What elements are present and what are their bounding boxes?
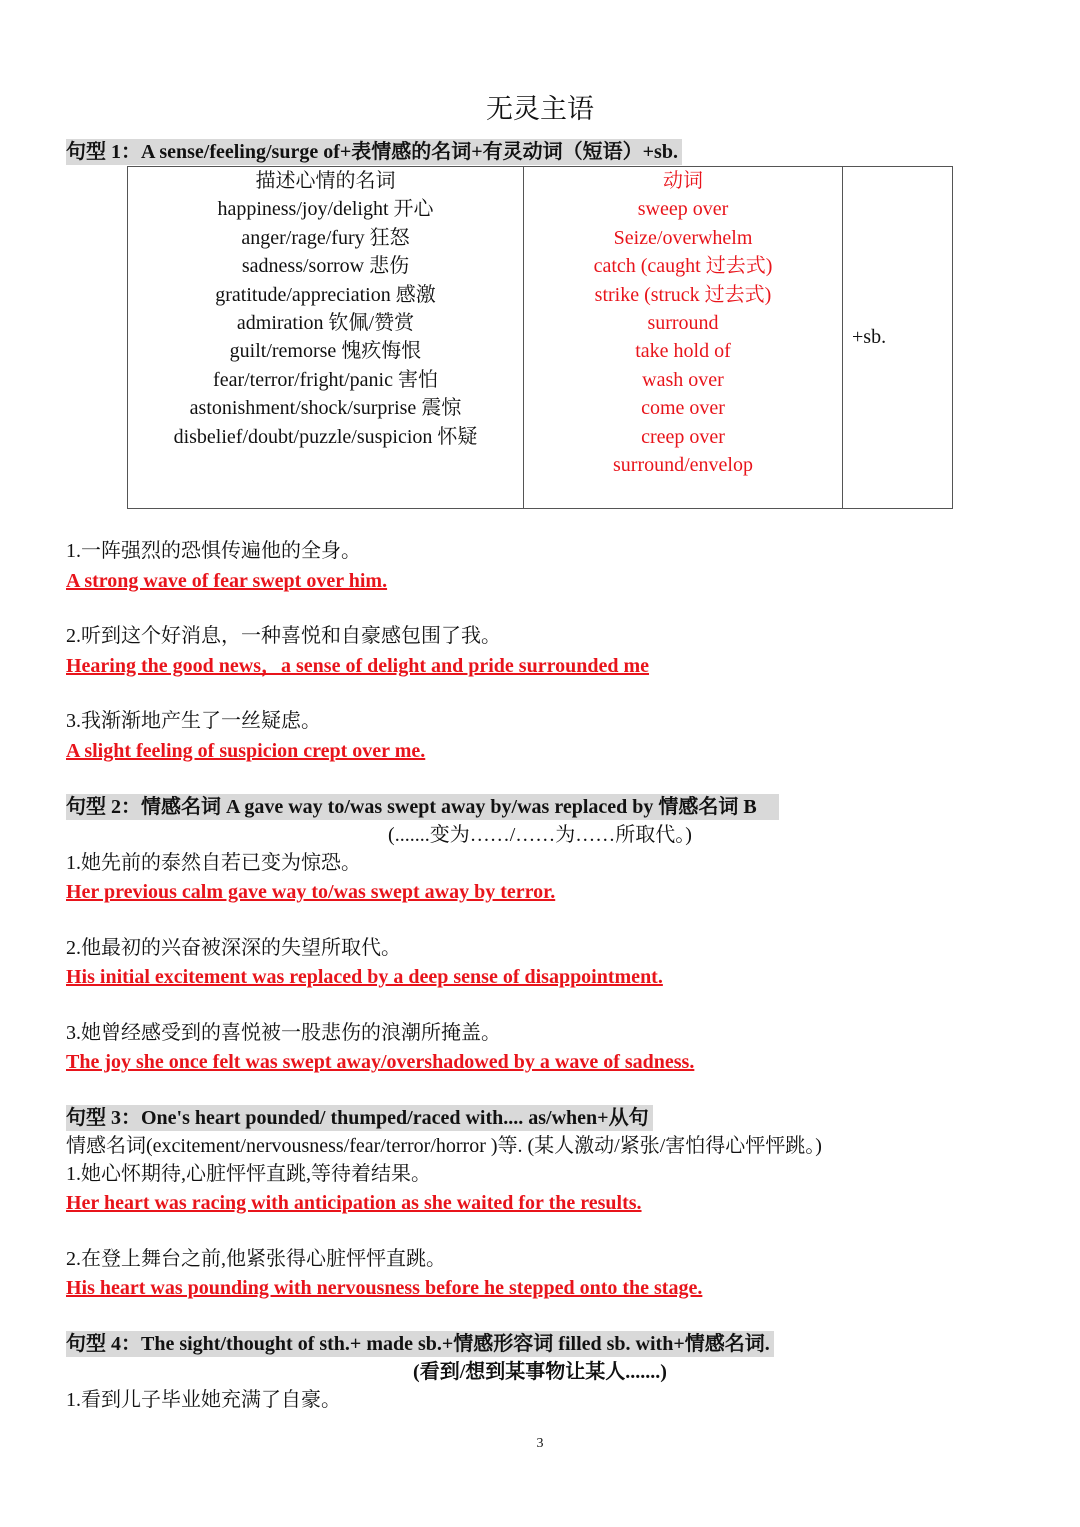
verb-item: catch (caught 过去式) (593, 255, 773, 278)
noun-item: guilt/remorse 愧疚悔恨 (229, 340, 422, 363)
verb-item: strike (struck 过去式) (594, 283, 772, 306)
example-cn: 1.她先前的泰然自若已变为惊恐。 (66, 852, 361, 874)
page-title: 无灵主语 (486, 94, 594, 124)
pattern3-heading: 句型 3：One's heart pounded/ thumped/raced with.... as/when+从句 (66, 1105, 653, 1131)
noun-column (128, 167, 524, 509)
noun-item: admiration 钦佩/赞赏 (236, 311, 415, 334)
verb-item: sweep over (637, 198, 729, 221)
example-en: Her heart was racing with anticipation as she waited for the results. (66, 1192, 642, 1214)
pattern2-heading: 句型 2：情感名词 A gave way to/was swept away by/was replaced by 情感名词 B (66, 794, 779, 820)
example-en: His heart was pounding with nervousness before he stepped onto the stage. (66, 1277, 703, 1299)
verb-header: 动词 (663, 170, 703, 192)
example-cn: 1.她心怀期待,心脏怦怦直跳,等待着结果。 (66, 1163, 431, 1185)
verb-item: come over (641, 397, 725, 420)
verb-item: surround/envelop (613, 453, 753, 476)
example-cn: 3.我渐渐地产生了一丝疑虑。 (66, 710, 321, 732)
noun-item: astonishment/shock/surprise 震惊 (189, 397, 462, 420)
pattern1-table (127, 166, 953, 509)
example-en: Hearing the good news，a sense of delight and pride surrounded me (66, 655, 650, 677)
example-cn: 2.他最初的兴奋被深深的失望所取代。 (66, 937, 401, 959)
noun-item: fear/terror/fright/panic 害怕 (213, 368, 438, 391)
example-cn: 1.一阵强烈的恐惧传遍他的全身。 (66, 540, 361, 562)
noun-item: disbelief/doubt/puzzle/suspicion 怀疑 (173, 425, 478, 448)
noun-header: 描述心情的名词 (255, 170, 396, 192)
noun-item: sadness/sorrow 悲伤 (241, 255, 410, 278)
example-cn: 2.在登上舞台之前,他紧张得心脏怦怦直跳。 (66, 1248, 446, 1270)
example-en: The joy she once felt was swept away/overshadowed by a wave of sadness. (66, 1051, 695, 1073)
page-number: 3 (536, 1436, 544, 1451)
noun-item: anger/rage/fury 狂怒 (241, 226, 410, 249)
pattern4-note: (看到/想到某事物让某人.......) (413, 1361, 667, 1383)
pattern3-note: 情感名词(excitement/nervousness/fear/terror/horror )等. (某人激动/紧张/害怕得心怦怦跳。) (66, 1135, 822, 1157)
verb-item: surround (647, 311, 719, 334)
verb-item: wash over (642, 368, 724, 391)
pattern1-heading: 句型 1：A sense/feeling/surge of+表情感的名词+有灵动词（短语）+sb. (66, 139, 682, 165)
noun-item: happiness/joy/delight 开心 (217, 198, 434, 221)
example-cn: 2.听到这个好消息，一种喜悦和自豪感包围了我。 (66, 625, 501, 647)
verb-column (524, 167, 843, 509)
example-cn: 1.看到儿子毕业她充满了自豪。 (66, 1389, 341, 1411)
pattern2-note: (.......变为……/……为……所取代。) (388, 824, 692, 846)
example-en: Her previous calm gave way to/was swept away by terror. (66, 881, 556, 903)
verb-item: take hold of (635, 340, 731, 363)
pattern4-heading: 句型 4：The sight/thought of sth.+ made sb.+情感形容词 filled sb. with+情感名词. (66, 1331, 774, 1357)
example-en: His initial excitement was replaced by a deep sense of disappointment. (66, 966, 663, 988)
verb-item: Seize/overwhelm (613, 226, 753, 249)
object-column: +sb. (843, 167, 953, 509)
noun-item: gratitude/appreciation 感激 (215, 283, 436, 306)
verb-item: creep over (641, 425, 725, 448)
example-cn: 3.她曾经感受到的喜悦被一股悲伤的浪潮所掩盖。 (66, 1022, 501, 1044)
example-en: A strong wave of fear swept over him. (66, 570, 388, 592)
example-en: A slight feeling of suspicion crept over me. (66, 740, 426, 762)
